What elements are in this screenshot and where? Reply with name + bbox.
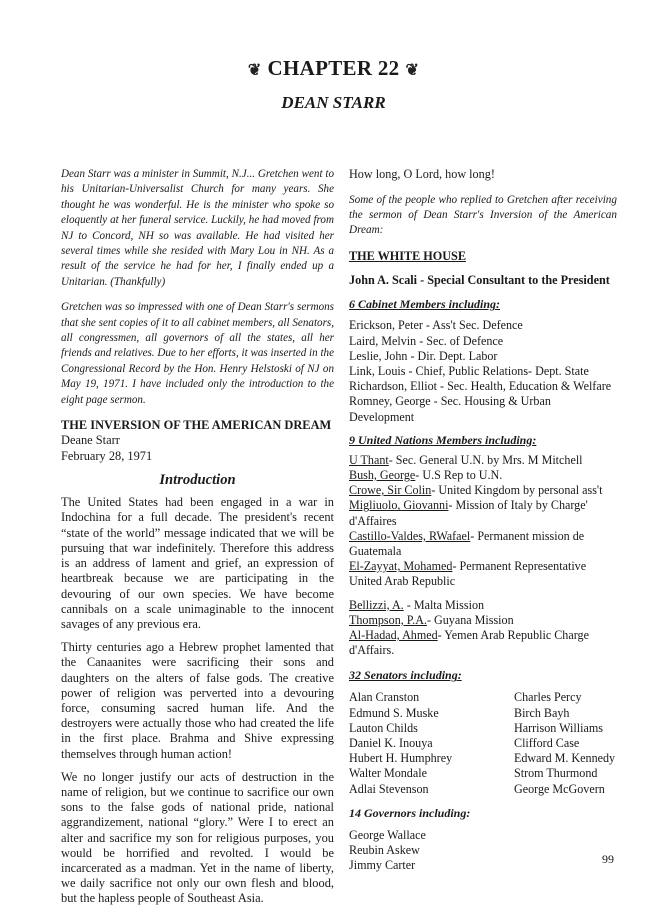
senators-column-2: [514, 690, 617, 796]
list-item: [349, 628, 617, 658]
list-item: Daniel K. Inouya: [349, 736, 433, 751]
senators-column-1: [349, 690, 514, 796]
list-item: Jimmy Carter: [349, 858, 416, 873]
un-list-1: [349, 453, 617, 590]
un-member-name: Thompson, P.A.: [349, 612, 427, 627]
un-member-role: - Sec. General U.N. by Mrs. M Mitchell: [388, 452, 583, 467]
un-member-name: Bellizzi, A.: [349, 597, 404, 612]
replied-intro: Some of the people who replied to Gretchen after receiving the sermon of Dean Starr's Inversion of the American Dream:: [349, 194, 617, 237]
un-member-role: - Permanent mission de Guatemala: [349, 528, 585, 559]
cabinet-list: [349, 318, 617, 424]
list-item: Charles Percy: [514, 690, 582, 705]
list-item: Laird, Melvin - Sec. of Defence: [349, 333, 504, 348]
body-paragraph-3: We no longer justify our acts of destruction in the name of religion, but we continue to sacrifice our own sons to the false gods of national pride, national aggrandizement, national “glory.” Were I to erect an alter and sacrifice my son for religious purposes, you would be horrified and revolted. I would be incarcerated as a madman. Yet in the name of liberty, we daily sacrifice not only our own flesh and blood, but the hapless people of Southeast Asia.: [61, 769, 334, 906]
un-member-role: - Yemen Arab Republic Charge d'Affairs.: [349, 628, 589, 658]
list-item: George McGovern: [514, 781, 605, 796]
fleuron-left-icon: ❦: [247, 62, 262, 79]
list-item: Edward M. Kennedy: [514, 751, 616, 766]
un-member-name: U Thant: [349, 452, 389, 467]
senators-heading: 32 Senators including:: [349, 668, 462, 683]
list-item: Strom Thurmond: [514, 766, 598, 781]
page-number: 99: [602, 852, 614, 866]
un-member-role: - Mission of Italy by Charge' d'Affaires: [349, 498, 588, 528]
un-member-role: - Guyana Mission: [426, 612, 514, 627]
un-member-name: Bush, George: [349, 468, 416, 483]
list-item: Erickson, Peter - Ass't Sec. Defence: [349, 318, 523, 333]
governors-list: [349, 828, 617, 874]
body-paragraph-2: Thirty centuries ago a Hebrew prophet lamented that the Canaanites were sacrificing their sons and daughters on the alters of false gods. The creative power of religion was perverted into a devouring force, consuming sacred human life. And the destroyers were actually those who had created the life in the first place. Brahma and Shive expressing themselves through human action!: [61, 640, 334, 761]
chapter-heading: [0, 56, 667, 81]
un-member-name: El-Zayyat, Mohamed: [349, 559, 453, 574]
scali-line: John A. Scali - Special Consultant to the President: [349, 273, 610, 288]
chapter-subtitle: DEAN STARR: [281, 93, 386, 112]
white-house-heading: THE WHITE HOUSE: [349, 249, 466, 264]
list-item: [349, 498, 617, 528]
sermon-title: THE INVERSION OF THE AMERICAN DREAM: [61, 418, 332, 433]
list-item: [349, 483, 617, 498]
un-member-name: Al-Hadad, Ahmed: [349, 628, 438, 643]
list-item: Edmund S. Muske: [349, 705, 439, 720]
list-item: [349, 468, 617, 483]
left-column: [61, 167, 334, 915]
chapter-title: CHAPTER 22: [267, 56, 400, 80]
list-item: [349, 598, 617, 613]
fleuron-right-icon: ❦: [405, 62, 420, 79]
list-item: Romney, George - Sec. Housing & Urban Development: [349, 394, 551, 424]
list-item: Hubert H. Humphrey: [349, 751, 453, 766]
list-item: Reubin Askew: [349, 843, 420, 858]
un-member-role: - Permanent Representative United Arab Republic: [349, 559, 587, 589]
list-item: Richardson, Elliot - Sec. Health, Education & Welfare: [349, 379, 612, 394]
list-item: Alan Cranston: [349, 690, 420, 705]
sermon-date: February 28, 1971: [61, 448, 153, 463]
section-heading: Introduction: [159, 472, 236, 489]
cabinet-heading: 6 Cabinet Members including:: [349, 297, 501, 312]
governors-heading: 14 Governors including:: [349, 805, 471, 820]
list-item: Adlai Stevenson: [349, 781, 429, 796]
senators-list: [349, 690, 617, 796]
list-item: [349, 453, 617, 468]
list-item: Clifford Case: [514, 736, 580, 751]
un-member-role: - Malta Mission: [403, 597, 485, 612]
list-item: George Wallace: [349, 827, 426, 842]
sermon-author: Deane Starr: [61, 433, 120, 448]
list-item: [349, 613, 617, 628]
un-list-2: [349, 598, 617, 659]
un-heading: 9 United Nations Members including:: [349, 432, 537, 447]
list-item: Birch Bayh: [514, 705, 570, 720]
un-member-name: Migliuolo, Giovanni: [349, 498, 449, 513]
body-paragraph-1: The United States had been engaged in a war in Indochina for a full decade. The president's recent “state of the world” message indicated that we will be pursuing that war indefinitely. Therefore this address is an address of lament and grief, an expression of heartbreak because we are participating in the devouring of our own species. We have become cannibals on a scale unimaginable to the innocent savages of any previous era.: [61, 495, 334, 631]
list-item: Link, Louis - Chief, Public Relations- Dept. State: [349, 364, 589, 379]
un-member-role: - U.S Rep to U.N.: [415, 468, 503, 483]
un-member-role: - United Kingdom by personal ass't: [431, 483, 603, 498]
list-item: Walter Mondale: [349, 766, 427, 781]
list-item: Leslie, John - Dir. Dept. Labor: [349, 348, 498, 363]
un-member-name: Crowe, Sir Colin: [349, 483, 432, 498]
intro-paragraph-2: Gretchen was so impressed with one of Dean Starr's sermons that she sent copies of it to all cabinet members, all Senators, all congressmen, all governors of all the states, all her friends and relatives. Due to her efforts, it was inserted in the Congressional Record by the Hon. Henry Helstoski of NJ on May 19, 1971. I have included only the introduction to the eight page sermon.: [61, 301, 334, 406]
right-column: [349, 167, 617, 874]
list-item: Harrison Williams: [514, 720, 603, 735]
intro-paragraph-1: Dean Starr was a minister in Summit, N.J... Gretchen went to his Unitarian-Universalist Church for many years. She thought he was wonderful. He is the minister who spoke so eloquently at her funeral service. Luckily, he had moved from NJ to Concord, NH so was available. He had visited her several times while she resided with Mary Lou in NH. As a result of the service he had for her, I finally ended up a Unitarian. (Thankfully): [61, 168, 334, 288]
list-item: [349, 529, 617, 559]
un-member-name: Castillo-Valdes, RWafael: [349, 528, 471, 543]
list-item: [349, 559, 617, 589]
list-item: Lauton Childs: [349, 720, 418, 735]
how-long-line: How long, O Lord, how long!: [349, 167, 495, 181]
